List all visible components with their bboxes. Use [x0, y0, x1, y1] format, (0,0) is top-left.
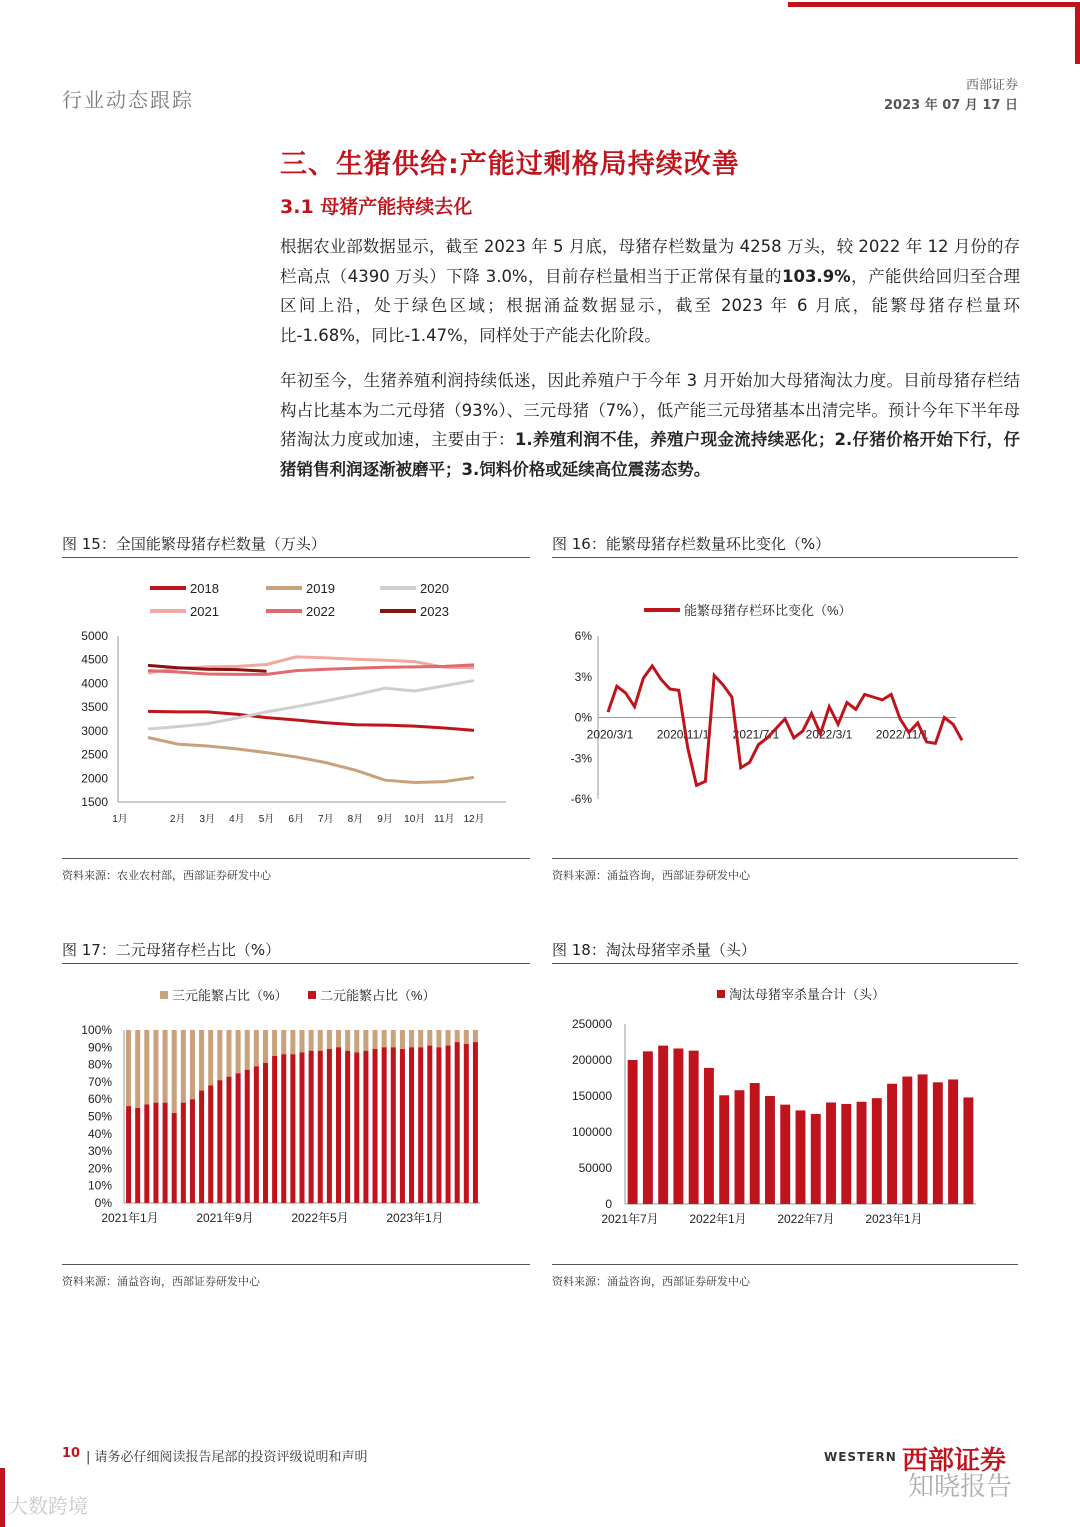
x-tick-label: 2020/3/1 — [586, 727, 634, 742]
x-tick-label: 12月 — [463, 814, 485, 825]
fig17-rule — [62, 963, 530, 964]
bar-3yuan — [336, 1030, 341, 1047]
bar-2yuan — [290, 1054, 295, 1203]
x-tick-label: 2023年1月 — [386, 1211, 444, 1225]
p2-text-a: 年初至今，生猪养殖利润持续低迷，因此养殖户于今年 3 月开始加大母猪淘汰力度。目前母猪存栏结构占比基本为二元母猪（93%）、三元母猪（7%），低产能三元母猪基本出清完毕。预计今年下半年母猪淘汰力度或加速，主要由于： — [280, 371, 1020, 449]
fig15-rule — [62, 557, 530, 558]
legend-label: 2021 — [190, 604, 219, 619]
p2-highlight: 1.养殖利润不佳，养殖户现金流持续恶化；2.仔猪价格开始下行，仔猪销售利润逐渐被磨平；3.饲料价格或延续高位震荡态势。 — [280, 430, 1021, 479]
bar-2yuan — [263, 1063, 268, 1203]
bar-3yuan — [190, 1030, 195, 1099]
paragraph-1 — [280, 232, 1020, 350]
bar — [689, 1051, 699, 1204]
x-tick-label: 10月 — [404, 814, 426, 825]
bar-2yuan — [144, 1104, 149, 1203]
bar-3yuan — [272, 1030, 277, 1056]
legend-label: 2020 — [420, 581, 449, 596]
bar — [780, 1105, 790, 1204]
bar-2yuan — [418, 1047, 423, 1203]
x-tick-label: 4月 — [229, 814, 245, 825]
bar-2yuan — [464, 1044, 469, 1203]
p1-highlight: 103.9% — [781, 266, 851, 286]
bar-2yuan — [272, 1056, 277, 1203]
bar-3yuan — [427, 1030, 432, 1046]
legend-label: 2018 — [190, 581, 219, 596]
bar-2yuan — [473, 1042, 478, 1203]
legend-label: 能繁母猪存栏环比变化（%） — [684, 603, 852, 618]
bar — [918, 1074, 928, 1204]
legend-label: 淘汰母猪宰杀量合计（头） — [729, 987, 886, 1002]
x-tick-label: 2022/3/1 — [805, 727, 853, 742]
bar-2yuan — [126, 1106, 131, 1203]
bar-3yuan — [181, 1030, 186, 1103]
x-tick-label: 2021年9月 — [196, 1211, 254, 1225]
bar-3yuan — [163, 1030, 168, 1103]
bar — [719, 1095, 729, 1204]
fig17-chart — [62, 968, 530, 1262]
bar-3yuan — [135, 1030, 140, 1108]
bar-3yuan — [400, 1030, 405, 1049]
y-tick-label: -3% — [570, 751, 592, 766]
y-tick-label: 4500 — [81, 652, 108, 667]
bar-3yuan — [363, 1030, 368, 1051]
bar-3yuan — [373, 1030, 378, 1049]
bar-2yuan — [236, 1073, 241, 1203]
y-tick-label: 200000 — [571, 1053, 612, 1067]
bar-2yuan — [382, 1047, 387, 1203]
bar-2yuan — [226, 1077, 231, 1203]
bar-2yuan — [208, 1085, 213, 1203]
legend-swatch-2yuan — [308, 991, 316, 999]
bar — [704, 1068, 714, 1204]
fig16-rule — [552, 557, 1018, 558]
series-line-2019 — [148, 737, 474, 782]
section-title: 三、生猪供给:产能过剩格局持续改善 — [280, 149, 740, 180]
y-tick-label: 40% — [87, 1126, 112, 1141]
fig17-bottom-rule — [62, 1264, 530, 1265]
series-line-2018 — [148, 711, 474, 730]
legend-label: 2019 — [306, 581, 335, 596]
fig16-title: 图 16：能繁母猪存栏数量环比变化（%） — [552, 535, 831, 553]
x-tick-label: 11月 — [434, 814, 455, 825]
bar-3yuan — [254, 1030, 259, 1066]
right-red-rule — [1075, 2, 1080, 64]
bar-2yuan — [446, 1046, 451, 1203]
y-tick-label: 10% — [87, 1178, 112, 1193]
footer-disclaimer: | 请务必仔细阅读报告尾部的投资评级说明和声明 — [86, 1450, 368, 1465]
fig15-title: 图 15：全国能繁母猪存栏数量（万头） — [62, 535, 326, 553]
fig16-bottom-rule — [552, 858, 1018, 859]
bar-3yuan — [354, 1030, 359, 1052]
bar — [872, 1098, 882, 1204]
y-tick-label: 3500 — [81, 700, 108, 715]
bar-2yuan — [373, 1049, 378, 1203]
x-tick-label: 3月 — [199, 814, 216, 825]
y-tick-label: 90% — [87, 1040, 112, 1055]
legend-swatch-3yuan — [160, 991, 168, 999]
fig15-bottom-rule — [62, 858, 530, 859]
legend-label: 三元能繁占比（%） — [172, 988, 288, 1003]
bar-2yuan — [336, 1047, 341, 1203]
bar-3yuan — [236, 1030, 241, 1073]
bar-2yuan — [354, 1052, 359, 1203]
fig15-source: 资料来源：农业农村部，西部证券研发中心 — [62, 869, 271, 882]
x-tick-label: 8月 — [347, 814, 364, 825]
y-tick-label: 2500 — [81, 747, 108, 762]
fig18-title: 图 18：淘汰母猪宰杀量（头） — [552, 941, 756, 959]
bar — [673, 1048, 683, 1204]
bar-3yuan — [153, 1030, 158, 1103]
y-tick-label: 60% — [87, 1092, 112, 1107]
y-tick-label: 0% — [574, 710, 592, 725]
footer-disclaimer-text: 请务必仔细阅读报告尾部的投资评级说明和声明 — [94, 1450, 368, 1465]
bar-3yuan — [217, 1030, 222, 1080]
bar-2yuan — [254, 1066, 259, 1203]
bar-2yuan — [436, 1047, 441, 1203]
bar-2yuan — [299, 1052, 304, 1203]
x-tick-label: 2023年1月 — [865, 1212, 923, 1226]
bar-2yuan — [163, 1103, 168, 1203]
bar-3yuan — [245, 1030, 250, 1070]
bar — [826, 1102, 836, 1204]
fig16-chart — [552, 562, 1018, 856]
x-tick-label: 5月 — [258, 814, 275, 825]
bar-3yuan — [299, 1030, 304, 1052]
bar — [628, 1060, 638, 1204]
bar — [643, 1051, 653, 1204]
y-tick-label: 80% — [87, 1057, 112, 1072]
bar-3yuan — [290, 1030, 295, 1054]
bottom-left-red-rule — [0, 1468, 5, 1527]
bar-2yuan — [409, 1047, 414, 1203]
y-tick-label: 50% — [87, 1109, 112, 1124]
logo-western: WESTERN — [824, 1450, 897, 1464]
top-red-rule — [788, 2, 1080, 7]
y-tick-label: 100000 — [571, 1125, 612, 1139]
bar-2yuan — [217, 1080, 222, 1203]
fig18-source: 资料来源：涌益咨询，西部证券研发中心 — [552, 1275, 750, 1288]
x-tick-label: 2月 — [169, 814, 186, 825]
y-tick-label: 0 — [605, 1197, 612, 1211]
legend-label: 2023 — [420, 604, 449, 619]
fig18-rule — [552, 963, 1018, 964]
bar-2yuan — [318, 1051, 323, 1203]
bar-3yuan — [226, 1030, 231, 1077]
y-tick-label: 3000 — [81, 723, 108, 738]
bar-3yuan — [391, 1030, 396, 1047]
bar — [963, 1097, 973, 1204]
bar-3yuan — [473, 1030, 478, 1042]
bar-2yuan — [455, 1042, 460, 1203]
watermark-left: 大数跨境 — [8, 1494, 88, 1518]
y-tick-label: 50000 — [578, 1161, 612, 1175]
bar-3yuan — [409, 1030, 414, 1047]
fig17-title: 图 17：二元母猪存栏占比（%） — [62, 941, 281, 959]
bar — [811, 1114, 821, 1204]
y-tick-label: 70% — [87, 1074, 112, 1089]
bar-2yuan — [363, 1051, 368, 1203]
bar — [750, 1083, 760, 1204]
bar-3yuan — [144, 1030, 149, 1104]
bar — [796, 1110, 806, 1204]
report-date: 2023 年 07 月 17 日 — [884, 98, 1018, 113]
bar-2yuan — [135, 1108, 140, 1203]
bar-3yuan — [126, 1030, 131, 1106]
bar — [902, 1077, 912, 1204]
fig15-chart — [62, 562, 530, 856]
bar-3yuan — [436, 1030, 441, 1047]
x-tick-label: 7月 — [318, 814, 334, 825]
bar — [948, 1079, 958, 1204]
x-tick-label: 2022/11/1 — [875, 727, 929, 742]
bar — [765, 1096, 775, 1204]
y-tick-label: 5000 — [81, 629, 108, 643]
legend-swatch — [717, 990, 725, 998]
y-tick-label: 100% — [81, 1023, 112, 1037]
x-tick-label: 2021年1月 — [101, 1211, 159, 1225]
x-tick-label: 2020/11/1 — [656, 727, 710, 742]
y-tick-label: 3% — [574, 669, 592, 684]
p1-text-a: 根据农业部数据显示，截至 2023 年 5 月底，母猪存栏数量为 4258 万头，较 2022 年 12 月份的存栏高点（4390 万头）下降 3.0%，目前存栏量相当于正常保有量的 — [280, 237, 1020, 286]
bar — [887, 1084, 897, 1204]
bar-2yuan — [400, 1049, 405, 1203]
bar-2yuan — [427, 1046, 432, 1203]
y-tick-label: 4000 — [81, 676, 108, 691]
bar-3yuan — [327, 1030, 332, 1049]
watermark-right: 知晓报告 — [908, 1472, 1013, 1502]
x-tick-label: 1月 — [112, 814, 128, 825]
y-tick-label: -6% — [570, 792, 592, 806]
series-line — [608, 666, 962, 786]
x-tick-label: 2022年5月 — [291, 1211, 349, 1225]
bar-2yuan — [281, 1054, 286, 1203]
fig16-source: 资料来源：涌益咨询，西部证券研发中心 — [552, 869, 750, 882]
bar-2yuan — [181, 1103, 186, 1203]
y-tick-label: 150000 — [571, 1089, 612, 1103]
x-tick-label: 2021年7月 — [601, 1212, 659, 1226]
y-tick-label: 30% — [87, 1144, 112, 1159]
bar — [841, 1104, 851, 1204]
bar-3yuan — [418, 1030, 423, 1047]
bar-3yuan — [345, 1030, 350, 1051]
legend-label: 二元能繁占比（%） — [320, 988, 436, 1003]
p1-text-c: ，产能供给回归至合理区间上沿，处于绿色区域；根据涌益数据显示，截至 2023 年 6 月底，能繁母猪存栏量环比-1.68%，同比-1.47%，同样处于产能去化阶段。 — [280, 266, 1021, 345]
paragraph-2 — [280, 366, 1020, 484]
y-tick-label: 6% — [574, 629, 592, 643]
fig18-chart — [552, 968, 1018, 1262]
doc-type: 行业动态跟踪 — [62, 88, 194, 112]
bar — [658, 1046, 668, 1204]
legend-label: 2022 — [306, 604, 335, 619]
x-tick-label: 2021/7/1 — [732, 727, 780, 742]
bar-3yuan — [382, 1030, 387, 1047]
bar-2yuan — [327, 1049, 332, 1203]
bar-3yuan — [464, 1030, 469, 1044]
bar-2yuan — [190, 1099, 195, 1203]
bar-2yuan — [172, 1113, 177, 1203]
bar-3yuan — [172, 1030, 177, 1113]
brand-name: 西部证券 — [965, 78, 1018, 93]
y-tick-label: 0% — [94, 1196, 112, 1210]
subsection-title: 3.1 母猪产能持续去化 — [280, 196, 473, 218]
bar-3yuan — [263, 1030, 268, 1063]
x-tick-label: 2022年1月 — [689, 1212, 747, 1226]
bar-3yuan — [208, 1030, 213, 1085]
bar-2yuan — [309, 1051, 314, 1203]
bar-3yuan — [281, 1030, 286, 1054]
bar-3yuan — [455, 1030, 460, 1042]
y-tick-label: 250000 — [571, 1017, 612, 1031]
bar-2yuan — [345, 1051, 350, 1203]
bar — [734, 1090, 744, 1204]
logo-cn: 西部证券 — [902, 1446, 1007, 1476]
fig18-bottom-rule — [552, 1264, 1018, 1265]
y-tick-label: 2000 — [81, 771, 108, 786]
bar-2yuan — [153, 1103, 158, 1203]
y-tick-label: 1500 — [81, 795, 108, 809]
x-tick-label: 9月 — [377, 814, 393, 825]
bar-2yuan — [199, 1091, 204, 1203]
x-tick-label: 2022年7月 — [777, 1212, 835, 1226]
x-tick-label: 6月 — [288, 814, 304, 825]
bar — [933, 1082, 943, 1204]
bar-3yuan — [199, 1030, 204, 1091]
bar-2yuan — [245, 1070, 250, 1203]
bar-3yuan — [309, 1030, 314, 1051]
bar-3yuan — [446, 1030, 451, 1046]
bar — [857, 1102, 867, 1204]
bar-3yuan — [318, 1030, 323, 1051]
fig17-source: 资料来源：涌益咨询，西部证券研发中心 — [62, 1275, 260, 1288]
y-tick-label: 20% — [87, 1161, 112, 1176]
page-number: 10 — [62, 1446, 81, 1461]
bar-2yuan — [391, 1047, 396, 1203]
